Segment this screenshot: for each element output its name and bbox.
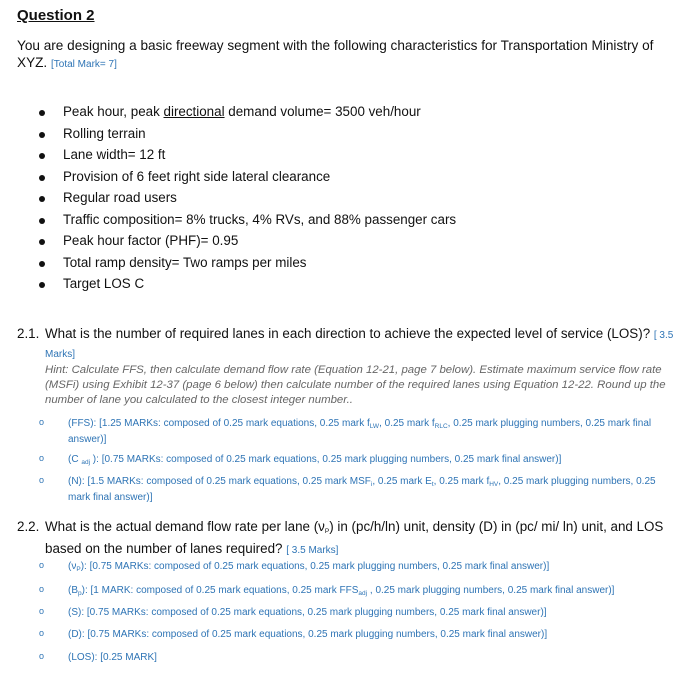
q21-text: What is the number of required lanes in each direction to achieve the expected level of service (LOS)?	[45, 326, 651, 341]
bullet-icon	[39, 153, 45, 159]
circle-bullet-icon: o	[39, 475, 45, 485]
total-mark: [Total Mark= 7]	[51, 59, 117, 70]
bullet-icon	[39, 196, 45, 202]
list-item: (LOS): [0.25 MARK]	[68, 652, 157, 663]
bullet-icon	[39, 110, 45, 116]
circle-bullet-icon: o	[39, 584, 45, 594]
question-intro	[17, 37, 677, 73]
bullet-icon	[39, 218, 45, 224]
bullet-icon	[39, 132, 45, 138]
circle-bullet-icon: o	[39, 651, 45, 661]
list-item: Rolling terrain	[38, 123, 456, 145]
list-item: (FFS): [1.25 MARKs: composed of 0.25 mark equations, 0.25 mark $f_{LW}$, 0.25 mark $f_{RLC}$, 0.25 mark plugging numbers, 0.25 mark final answer)]	[68, 418, 652, 445]
circle-bullet-icon: o	[39, 417, 45, 427]
list-item: Peak hour factor (PHF)= 0.95	[38, 230, 456, 252]
q22-mark: [ 3.5 Marks]	[286, 545, 339, 556]
characteristics-list	[38, 101, 456, 295]
list-item: Lane width= 12 ft	[38, 144, 456, 166]
intro-text: You are designing a basic freeway segment with the following characteristics for Transportation Ministry of XYZ.	[17, 38, 654, 70]
circle-bullet-icon: o	[39, 453, 45, 463]
list-item: (N): [1.5 MARKs: composed of 0.25 mark equations, 0.25 mark $MSF_i$, 0.25 mark $E_t$, 0.25 mark $f_{HV}$, 0.25 mark plugging numbers, 0.25 mark final answer)]	[68, 476, 656, 503]
list-item: $(\nu_P)$: [0.75 MARKs: composed of 0.25 mark equations, 0.25 mark plugging numbers, 0.25 mark final answer)]	[68, 561, 550, 573]
circle-bullet-icon: o	[39, 628, 45, 638]
question-title: Question 2	[17, 7, 95, 24]
bullet-icon	[39, 261, 45, 267]
bullet-icon	[39, 175, 45, 181]
circle-bullet-icon: o	[39, 560, 45, 570]
circle-bullet-icon: o	[39, 606, 45, 616]
q21-mark: [ 3.5 Marks]	[45, 330, 674, 360]
list-item: Total ramp density= Two ramps per miles	[38, 252, 456, 274]
q21-hint: Hint: Calculate FFS, then calculate demand flow rate (Equation 12-21, page 7 below). Estimate maximum service flow rate (MSFi) using Exhibit 12-37 (page 6 below) then calculate number of the required lanes using Equation 12-22. Round up the number of lane you calculated to the closest integer number..	[45, 364, 666, 406]
list-item: Provision of 6 feet right side lateral clearance	[38, 166, 456, 188]
list-item: (D): [0.75 MARKs: composed of 0.25 mark equations, 0.25 mark plugging numbers, 0.25 mark final answer)]	[68, 629, 548, 640]
list-item: (C $_{adj}$ ): [0.75 MARKs: composed of 0.25 mark equations, 0.25 mark plugging numbers, 0.25 mark final answer)]	[68, 454, 562, 466]
q21-number: 2.1.	[17, 326, 40, 341]
bullet-icon	[39, 239, 45, 245]
q22-question: What is the actual demand flow rate per lane $(\nu_P)$ in (pc/h/ln) unit, density (D) in (pc/ mi/ ln) unit, and LOS based on the number of lanes required? [ 3.5 Marks]	[45, 519, 664, 556]
q22-number: 2.2.	[17, 519, 40, 534]
q21-question	[45, 325, 675, 363]
list-item: Traffic composition= 8% trucks, 4% RVs, and 88% passenger cars	[38, 209, 456, 231]
bullet-icon	[39, 282, 45, 288]
list-item: $(B_p)$: [1 MARK: composed of 0.25 mark equations, 0.25 mark $FFS_{adj}$ , 0.25 mark plugging numbers, 0.25 mark final answer)]	[68, 585, 615, 597]
list-item: Regular road users	[38, 187, 456, 209]
list-item: (S): [0.75 MARKs: composed of 0.25 mark equations, 0.25 mark plugging numbers, 0.25 mark final answer)]	[68, 607, 547, 618]
list-item: Target LOS C	[38, 273, 456, 295]
list-item: Peak hour, peak directional demand volume= 3500 veh/hour	[38, 101, 456, 123]
